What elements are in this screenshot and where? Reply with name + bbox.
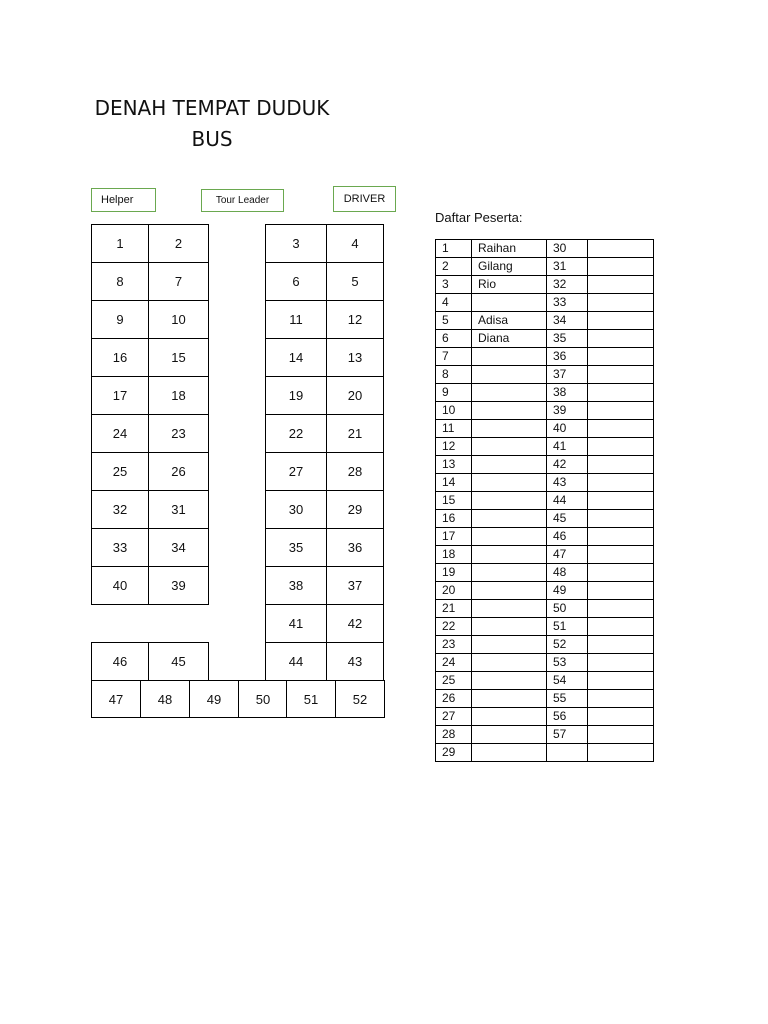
table-row [436, 276, 654, 294]
page-subtitle: BUS [191, 127, 233, 151]
participant-name-cell [472, 582, 547, 600]
participant-name-cell [472, 690, 547, 708]
row-number-cell: 11 [436, 420, 472, 438]
row-number-cell-2: 37 [547, 366, 588, 384]
participant-name-cell [472, 726, 547, 744]
table-row [436, 474, 654, 492]
participant-name-cell [472, 294, 547, 312]
table-row [436, 654, 654, 672]
participant-name-cell [472, 492, 547, 510]
seat: 44 [265, 642, 327, 681]
table-row [436, 258, 654, 276]
driver-box: DRIVER [333, 186, 396, 212]
row-number-cell-2: 33 [547, 294, 588, 312]
participant-name-cell-2 [588, 402, 654, 420]
participant-name-cell-2 [588, 330, 654, 348]
row-number-cell: 26 [436, 690, 472, 708]
seat: 14 [265, 338, 327, 377]
participant-name-cell-2 [588, 258, 654, 276]
row-number-cell: 2 [436, 258, 472, 276]
participant-name-cell-2 [588, 276, 654, 294]
row-number-cell: 1 [436, 240, 472, 258]
participant-name-cell [472, 420, 547, 438]
seat: 15 [148, 338, 209, 377]
participant-name-cell [472, 402, 547, 420]
row-number-cell-2: 47 [547, 546, 588, 564]
participant-name-cell [472, 348, 547, 366]
seat: 47 [91, 680, 141, 718]
seat: 10 [148, 300, 209, 339]
seat: 43 [326, 642, 384, 681]
seat: 4 [326, 224, 384, 263]
participant-name-cell [472, 744, 547, 762]
row-number-cell-2: 41 [547, 438, 588, 456]
seat: 5 [326, 262, 384, 301]
row-number-cell: 25 [436, 672, 472, 690]
row-number-cell-2: 54 [547, 672, 588, 690]
seat: 7 [148, 262, 209, 301]
seat: 3 [265, 224, 327, 263]
seat: 8 [91, 262, 149, 301]
row-number-cell-2: 57 [547, 726, 588, 744]
row-number-cell-2: 30 [547, 240, 588, 258]
table-row [436, 726, 654, 744]
participant-name-cell-2 [588, 384, 654, 402]
table-row [436, 402, 654, 420]
row-number-cell-2: 46 [547, 528, 588, 546]
participant-name-cell [472, 546, 547, 564]
row-number-cell: 17 [436, 528, 472, 546]
seat: 28 [326, 452, 384, 491]
participant-name-cell-2 [588, 654, 654, 672]
participant-name-cell [472, 708, 547, 726]
seat: 31 [148, 490, 209, 529]
row-number-cell-2: 45 [547, 510, 588, 528]
table-row [436, 582, 654, 600]
row-number-cell: 13 [436, 456, 472, 474]
row-number-cell: 20 [436, 582, 472, 600]
row-number-cell-2: 34 [547, 312, 588, 330]
table-row [436, 510, 654, 528]
seat: 34 [148, 528, 209, 567]
row-number-cell: 18 [436, 546, 472, 564]
seat: 12 [326, 300, 384, 339]
table-row [436, 312, 654, 330]
seat: 27 [265, 452, 327, 491]
row-number-cell: 5 [436, 312, 472, 330]
row-number-cell-2: 35 [547, 330, 588, 348]
participant-name-cell-2 [588, 492, 654, 510]
row-number-cell: 27 [436, 708, 472, 726]
row-number-cell-2: 53 [547, 654, 588, 672]
table-row [436, 330, 654, 348]
row-number-cell-2: 36 [547, 348, 588, 366]
seat: 9 [91, 300, 149, 339]
participant-name-cell [472, 384, 547, 402]
participant-name-cell: Adisa [472, 312, 547, 330]
table-row [436, 672, 654, 690]
seat: 49 [189, 680, 239, 718]
table-row [436, 384, 654, 402]
table-row [436, 708, 654, 726]
seat: 46 [91, 642, 149, 681]
row-number-cell: 6 [436, 330, 472, 348]
participant-name-cell [472, 564, 547, 582]
row-number-cell: 28 [436, 726, 472, 744]
seat: 16 [91, 338, 149, 377]
row-number-cell-2: 40 [547, 420, 588, 438]
seat: 20 [326, 376, 384, 415]
table-row [436, 366, 654, 384]
row-number-cell-2: 42 [547, 456, 588, 474]
table-row [436, 564, 654, 582]
seat: 21 [326, 414, 384, 453]
seat: 51 [286, 680, 336, 718]
table-row [436, 546, 654, 564]
participant-name-cell [472, 618, 547, 636]
participant-name-cell: Gilang [472, 258, 547, 276]
table-row [436, 744, 654, 762]
participant-name-cell [472, 654, 547, 672]
row-number-cell: 7 [436, 348, 472, 366]
participant-name-cell [472, 510, 547, 528]
seat: 18 [148, 376, 209, 415]
participant-name-cell-2 [588, 438, 654, 456]
seat: 40 [91, 566, 149, 605]
row-number-cell-2: 38 [547, 384, 588, 402]
seat: 29 [326, 490, 384, 529]
row-number-cell-2: 55 [547, 690, 588, 708]
row-number-cell: 19 [436, 564, 472, 582]
participant-name-cell [472, 456, 547, 474]
participant-name-cell [472, 528, 547, 546]
seat: 41 [265, 604, 327, 643]
participant-name-cell [472, 636, 547, 654]
row-number-cell-2: 50 [547, 600, 588, 618]
seat: 52 [335, 680, 385, 718]
table-row [436, 492, 654, 510]
participant-name-cell-2 [588, 636, 654, 654]
seat: 6 [265, 262, 327, 301]
participant-name-cell [472, 672, 547, 690]
participant-name-cell-2 [588, 420, 654, 438]
participant-name-cell-2 [588, 312, 654, 330]
seat: 39 [148, 566, 209, 605]
participant-name-cell [472, 438, 547, 456]
seat: 25 [91, 452, 149, 491]
table-row [436, 438, 654, 456]
participant-name-cell-2 [588, 294, 654, 312]
table-row [436, 348, 654, 366]
table-row [436, 618, 654, 636]
participant-name-cell-2 [588, 474, 654, 492]
seat: 22 [265, 414, 327, 453]
seat: 32 [91, 490, 149, 529]
row-number-cell-2: 48 [547, 564, 588, 582]
seat: 1 [91, 224, 149, 263]
participant-table [435, 239, 654, 762]
seat: 17 [91, 376, 149, 415]
participant-name-cell-2 [588, 546, 654, 564]
tour-leader-box: Tour Leader [201, 189, 284, 212]
row-number-cell: 12 [436, 438, 472, 456]
table-row [436, 528, 654, 546]
seat: 36 [326, 528, 384, 567]
row-number-cell: 8 [436, 366, 472, 384]
participant-name-cell-2 [588, 600, 654, 618]
participant-name-cell-2 [588, 366, 654, 384]
row-number-cell: 10 [436, 402, 472, 420]
seat: 11 [265, 300, 327, 339]
row-number-cell: 9 [436, 384, 472, 402]
participant-name-cell-2 [588, 708, 654, 726]
row-number-cell: 22 [436, 618, 472, 636]
page-title: DENAH TEMPAT DUDUK [94, 96, 330, 120]
row-number-cell-2: 52 [547, 636, 588, 654]
participant-name-cell-2 [588, 690, 654, 708]
participant-name-cell-2 [588, 744, 654, 762]
participant-name-cell-2 [588, 726, 654, 744]
participant-name-cell: Rio [472, 276, 547, 294]
seat: 24 [91, 414, 149, 453]
seat: 23 [148, 414, 209, 453]
seat: 42 [326, 604, 384, 643]
seat: 38 [265, 566, 327, 605]
participant-list-label: Daftar Peserta: [435, 210, 523, 225]
helper-box: Helper [91, 188, 156, 212]
table-row [436, 600, 654, 618]
row-number-cell-2: 44 [547, 492, 588, 510]
participant-name-cell: Raihan [472, 240, 547, 258]
participant-name-cell-2 [588, 510, 654, 528]
table-row [436, 690, 654, 708]
row-number-cell-2: 51 [547, 618, 588, 636]
row-number-cell: 4 [436, 294, 472, 312]
participant-name-cell-2 [588, 528, 654, 546]
seat: 48 [140, 680, 190, 718]
participant-name-cell-2 [588, 582, 654, 600]
table-row [436, 456, 654, 474]
row-number-cell-2: 31 [547, 258, 588, 276]
participant-name-cell-2 [588, 456, 654, 474]
row-number-cell-2: 39 [547, 402, 588, 420]
row-number-cell: 16 [436, 510, 472, 528]
participant-name-cell-2 [588, 240, 654, 258]
participant-name-cell [472, 366, 547, 384]
seat: 33 [91, 528, 149, 567]
table-row [436, 420, 654, 438]
table-row [436, 240, 654, 258]
row-number-cell: 21 [436, 600, 472, 618]
row-number-cell: 3 [436, 276, 472, 294]
row-number-cell-2: 32 [547, 276, 588, 294]
seat: 2 [148, 224, 209, 263]
seat: 45 [148, 642, 209, 681]
seat: 30 [265, 490, 327, 529]
participant-name-cell [472, 600, 547, 618]
seat: 26 [148, 452, 209, 491]
seat: 37 [326, 566, 384, 605]
row-number-cell-2: 56 [547, 708, 588, 726]
participant-name-cell: Diana [472, 330, 547, 348]
row-number-cell: 24 [436, 654, 472, 672]
seat: 35 [265, 528, 327, 567]
participant-name-cell [472, 474, 547, 492]
row-number-cell: 15 [436, 492, 472, 510]
seat: 50 [238, 680, 288, 718]
row-number-cell: 29 [436, 744, 472, 762]
participant-name-cell-2 [588, 618, 654, 636]
row-number-cell: 14 [436, 474, 472, 492]
row-number-cell-2: 43 [547, 474, 588, 492]
row-number-cell-2: 49 [547, 582, 588, 600]
table-row [436, 636, 654, 654]
participant-name-cell-2 [588, 564, 654, 582]
seat: 19 [265, 376, 327, 415]
participant-name-cell-2 [588, 348, 654, 366]
seat: 13 [326, 338, 384, 377]
participant-name-cell-2 [588, 672, 654, 690]
row-number-cell: 23 [436, 636, 472, 654]
table-row [436, 294, 654, 312]
row-number-cell-2 [547, 744, 588, 762]
